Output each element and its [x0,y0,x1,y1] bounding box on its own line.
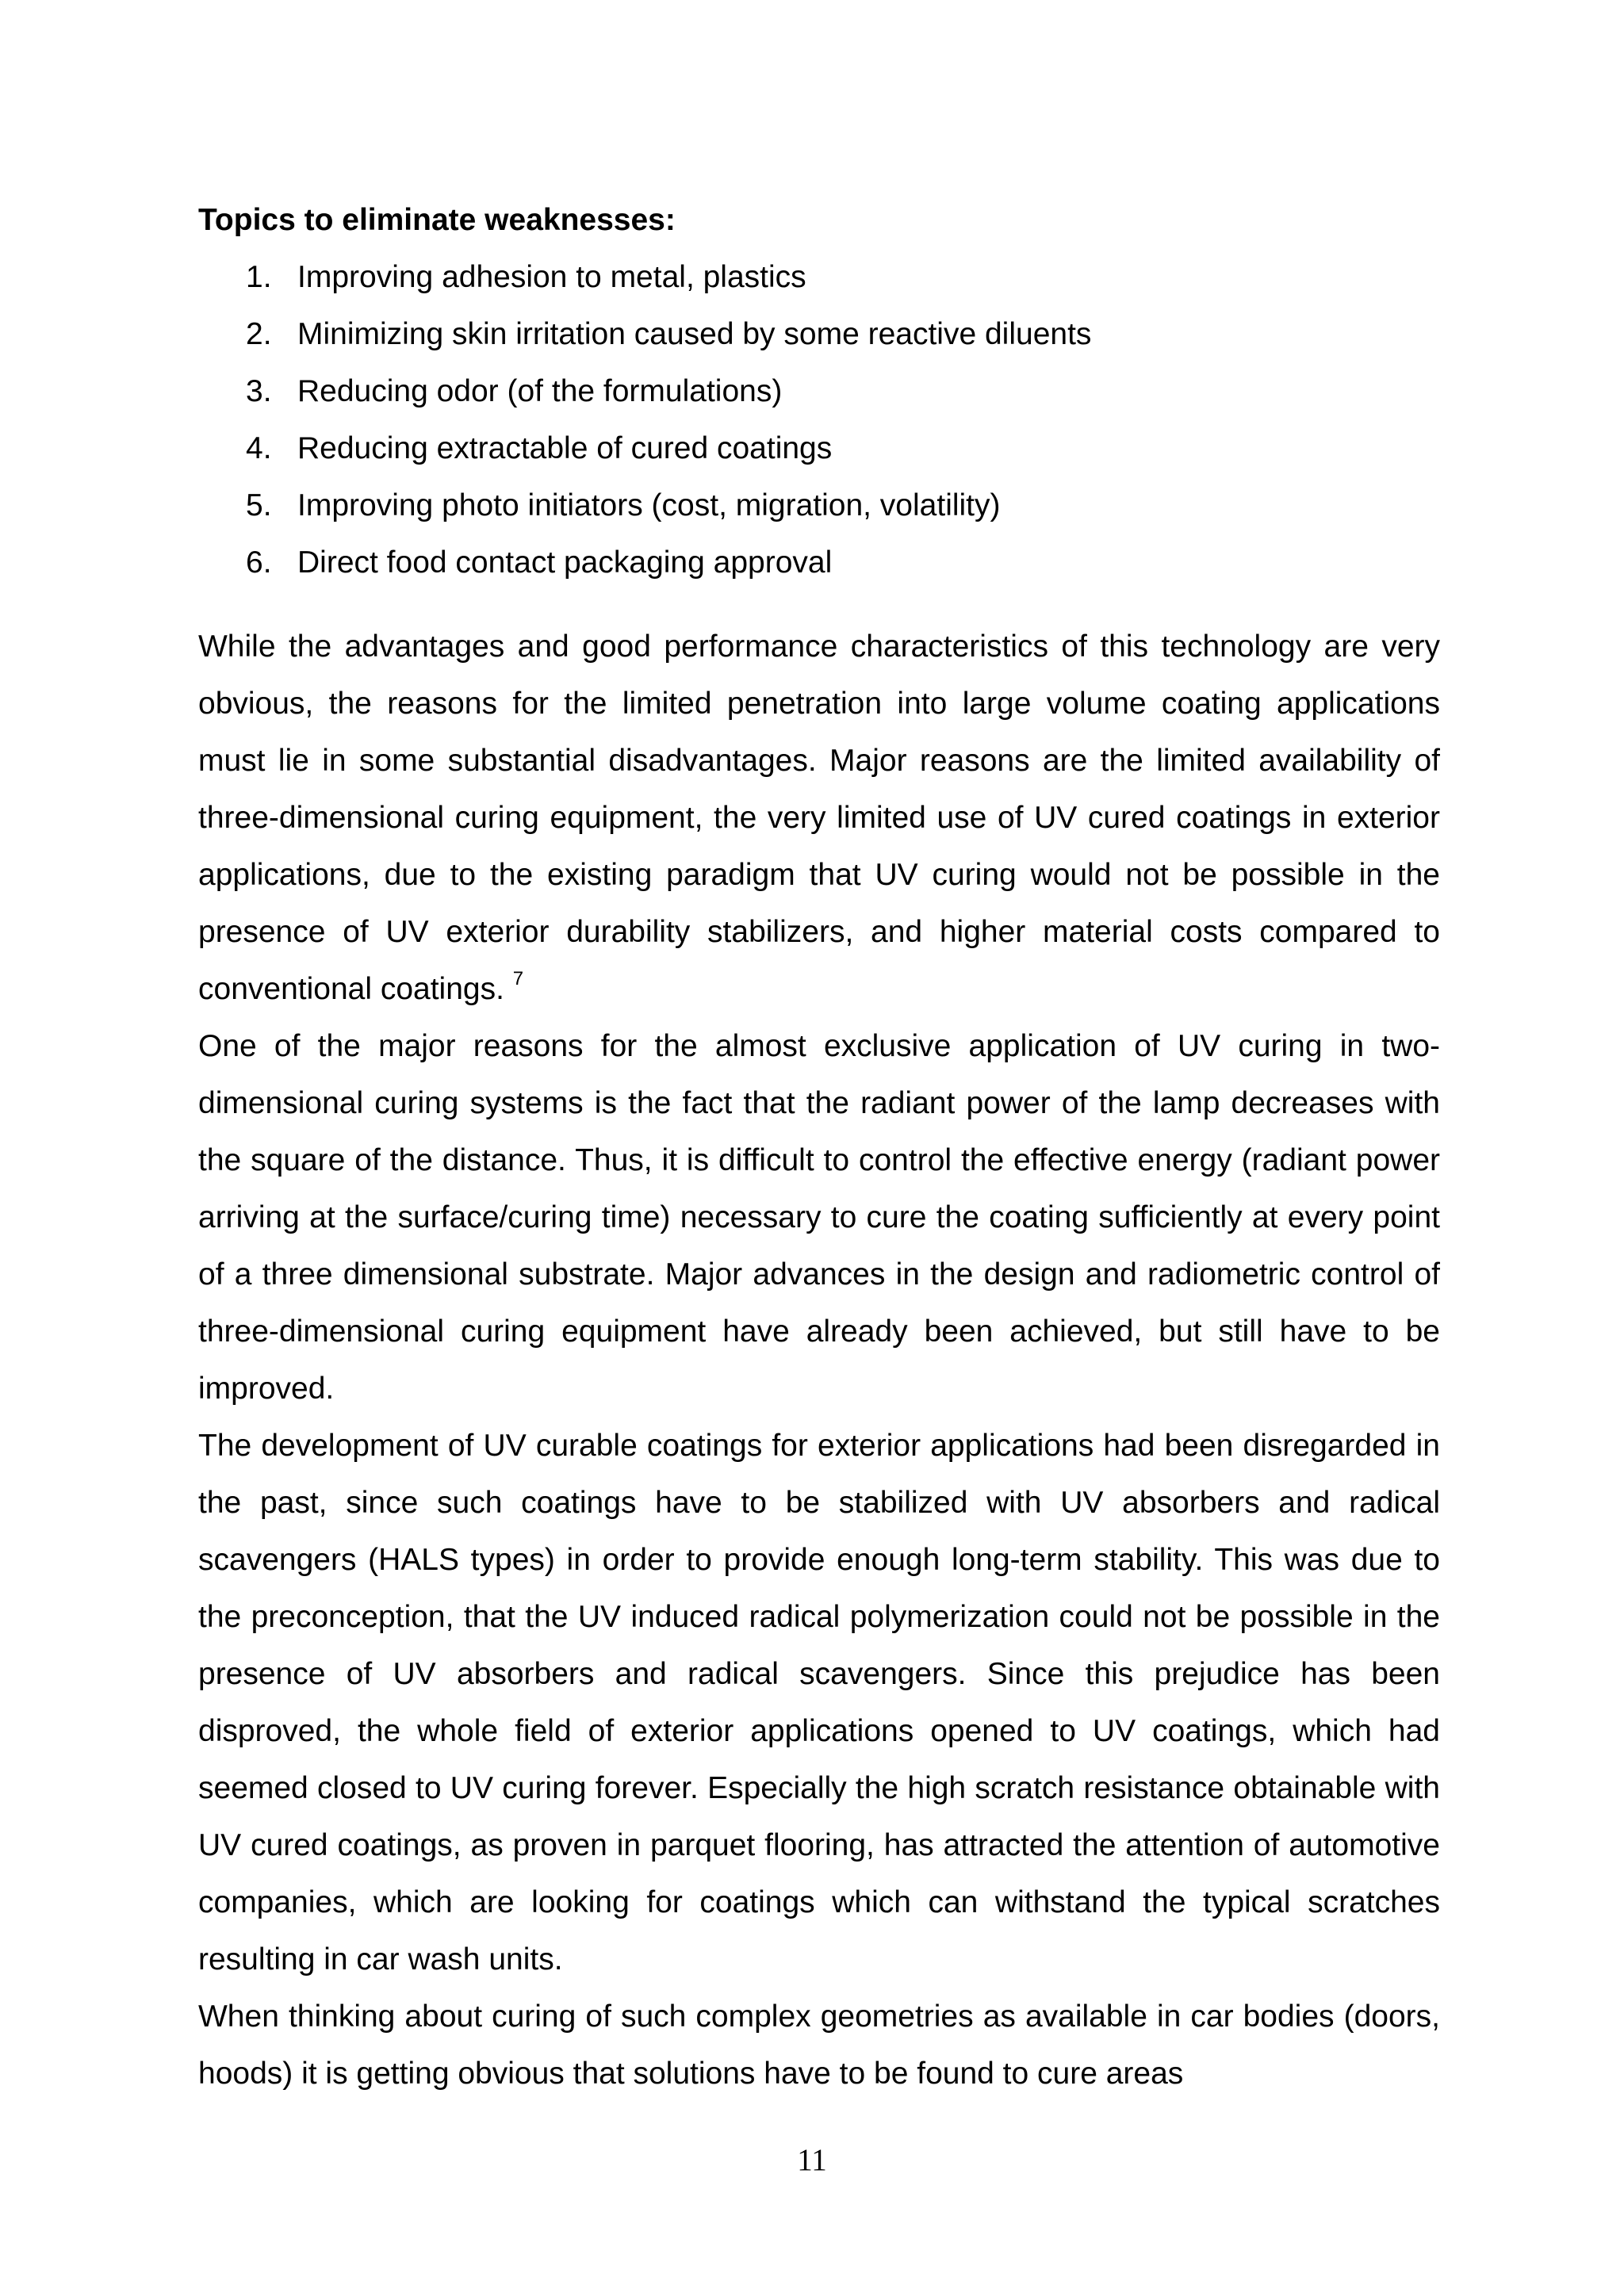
list-item-number: 1. [246,260,272,294]
topics-list [198,249,1440,591]
list-item-text: Reducing extractable of cured coatings [297,431,833,465]
list-item-number: 2. [246,317,272,351]
paragraph-exterior-applications: The development of UV curable coatings for exterior applications had been disregarded in the past, since such coatings have to be stabilized with UV absorbers and radical scavengers (HALS types) in order to provide enough long-term stability. This was due to the preconception, that the UV induced radical polymerization could not be possible in the presence of UV absorbers and radical scavengers. Since this prejudice has been disproved, the whole field of exterior applications opened to UV coatings, which had seemed closed to UV curing forever. Especially the high scratch resistance obtainable with UV cured coatings, as proven in parquet flooring, has attracted the attention of automotive companies, which are looking for coatings which can withstand the typical scratches resulting in car wash units. [198,1429,1440,1976]
list-item [198,534,1440,591]
paragraph-disadvantages [198,618,1440,1018]
list-item [198,306,1440,363]
list-item-number: 3. [246,374,272,408]
list-item [198,363,1440,420]
list-item-number: 4. [246,431,272,465]
paragraph-text: While the advantages and good performance characteristics of this technology are very obvious, the reasons for the limited penetration into large volume coating applications must lie in some substantial disadvantages. Major reasons are the limited availability of three-dimensional curing equipment, the very limited use of UV cured coatings in exterior applications, due to the existing paradigm that UV curing would not be possible in the presence of UV exterior durability stabilizers, and higher material costs compared to conventional coatings. [198,629,1440,1006]
list-item [198,249,1440,306]
list-item-number: 5. [246,488,272,522]
list-item [198,420,1440,477]
footnote-reference: 7 [512,968,524,989]
list-item-text: Direct food contact packaging approval [297,545,833,580]
list-item-text: Minimizing skin irritation caused by some reactive diluents [297,317,1092,351]
page-body [198,192,1440,2103]
list-item-text: Improving adhesion to metal, plastics [297,260,806,294]
paragraph-complex-geometries: When thinking about curing of such complex geometries as available in car bodies (doors, hoods) it is getting obvious that solutions have to be found to cure areas [198,1999,1440,2091]
list-item-text: Improving photo initiators (cost, migration, volatility) [297,488,1001,522]
paragraph-three-dimensional-curing: One of the major reasons for the almost exclusive application of UV curing in two-dimensional curing systems is the fact that the radiant power of the lamp decreases with the square of the distance. Thus, it is difficult to control the effective energy (radiant power arriving at the surface/curing time) necessary to cure the coating sufficiently at every point of a three dimensional substrate. Major advances in the design and radiometric control of three-dimensional curing equipment have already been achieved, but still have to be improved. [198,1029,1440,1406]
list-item-number: 6. [246,545,272,580]
list-item-text: Reducing odor (of the formulations) [297,374,783,408]
page-number: 11 [797,2143,827,2177]
section-heading: Topics to eliminate weaknesses: [198,203,676,237]
list-item [198,477,1440,534]
